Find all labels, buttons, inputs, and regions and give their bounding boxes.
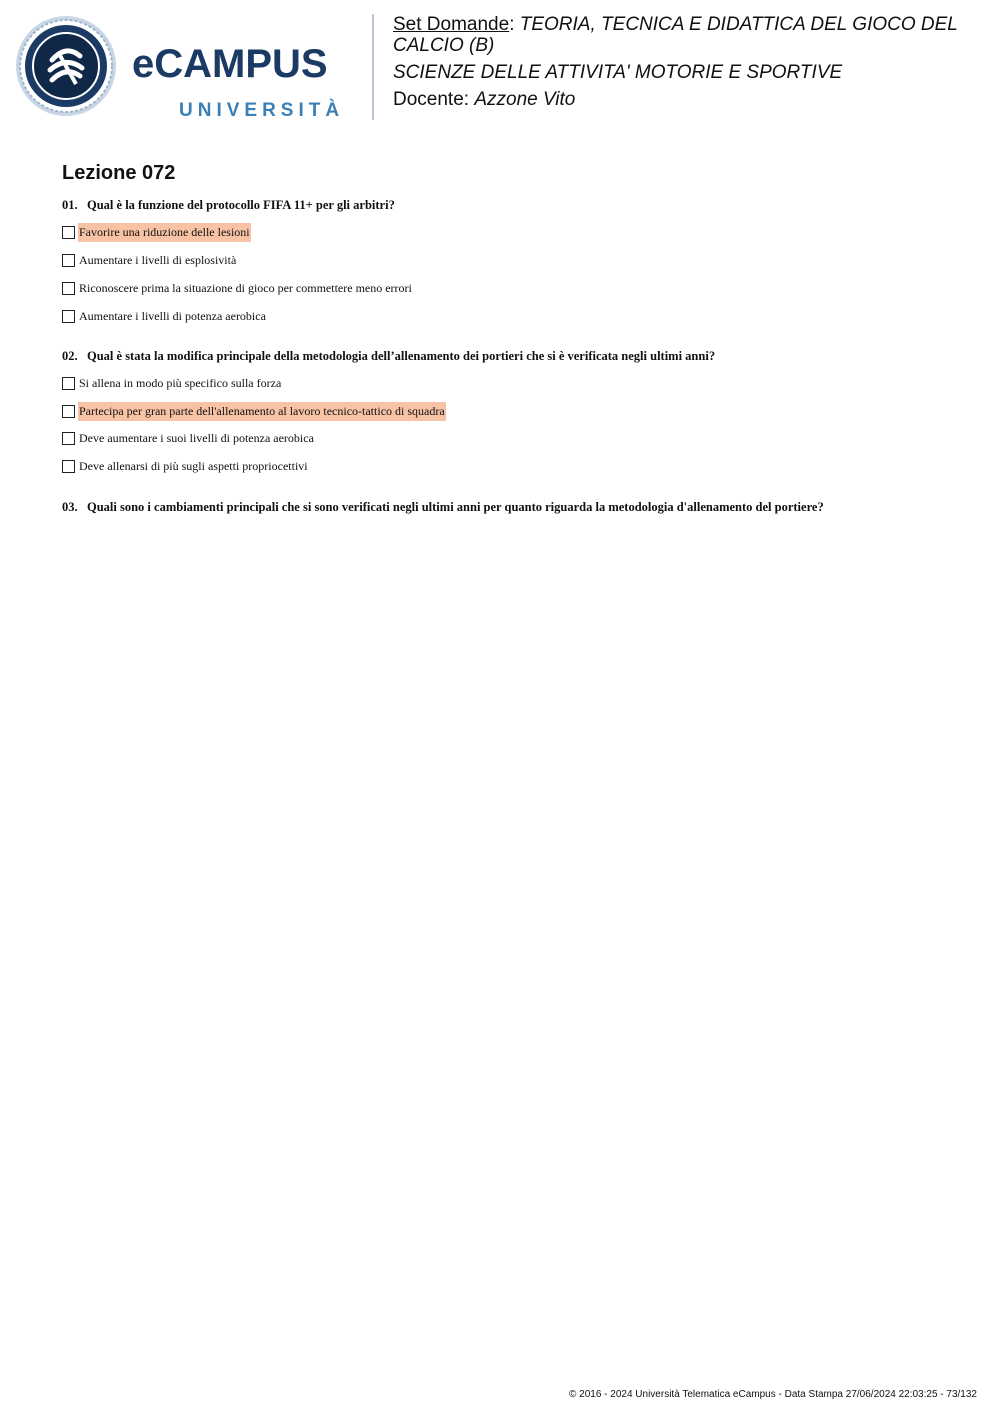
- question-number: 03.: [62, 500, 78, 514]
- question-number: 02.: [62, 349, 78, 363]
- answer-text: Favorire una riduzione delle lesioni: [78, 223, 251, 242]
- docente-line: [393, 89, 983, 110]
- question-03: [62, 500, 824, 515]
- answer-text: Deve allenarsi di più sugli aspetti propriocettivi: [79, 458, 308, 473]
- answer-checkbox[interactable]: [62, 310, 75, 323]
- answer-checkbox[interactable]: [62, 377, 75, 390]
- answer-checkbox[interactable]: [62, 460, 75, 473]
- answer-checkbox[interactable]: [62, 405, 75, 418]
- answer-checkbox[interactable]: [62, 254, 75, 267]
- answer-checkbox[interactable]: [62, 226, 75, 239]
- ecampus-logo: [14, 14, 364, 121]
- answer-checkbox[interactable]: [62, 432, 75, 445]
- logo-brand-text: eCAMPUS: [132, 42, 328, 86]
- set-domande-label: Set Domande: [393, 14, 510, 35]
- question-01: [62, 198, 395, 213]
- answer-text: Aumentare i livelli di esplosività: [79, 252, 237, 267]
- answer-option[interactable]: [62, 374, 282, 392]
- answer-option[interactable]: [62, 457, 309, 475]
- page-footer: © 2016 - 2024 Università Telematica eCampus - Data Stampa 27/06/2024 22:03:25 - 73/132: [569, 1389, 977, 1400]
- question-02: [62, 349, 715, 364]
- answer-text: Aumentare i livelli di potenza aerobica: [79, 308, 266, 323]
- answer-text: Riconoscere prima la situazione di gioco per commettere meno errori: [79, 280, 412, 295]
- answer-option[interactable]: [62, 251, 237, 269]
- question-text: Qual è la funzione del protocollo FIFA 11+ per gli arbitri?: [87, 198, 395, 212]
- set-domande-sep: :: [509, 14, 515, 35]
- answer-option[interactable]: [62, 279, 413, 297]
- docente-value: Azzone Vito: [474, 89, 576, 110]
- logo-subtitle: UNIVERSITÀ: [179, 100, 345, 121]
- answer-option[interactable]: [62, 429, 315, 447]
- question-number: 01.: [62, 198, 78, 212]
- answer-option[interactable]: [62, 402, 446, 420]
- header-divider: [372, 14, 374, 120]
- answer-option[interactable]: [62, 307, 267, 325]
- logo-wordmark: [132, 42, 328, 87]
- answer-option[interactable]: [62, 223, 251, 241]
- answer-text: Partecipa per gran parte dell'allenamento al lavoro tecnico-tattico di squadra: [78, 402, 446, 421]
- question-text: Quali sono i cambiamenti principali che si sono verificati negli ultimi anni per quanto riguarda la metodologia d'allenamento del portiere?: [87, 500, 824, 514]
- lesson-title: Lezione 072: [62, 162, 176, 184]
- course-name: SCIENZE DELLE ATTIVITA' MOTORIE E SPORTIVE: [393, 62, 843, 83]
- answer-text: Si allena in modo più specifico sulla forza: [79, 375, 282, 390]
- header-info: [393, 14, 983, 116]
- answer-text: Deve aumentare i suoi livelli di potenza aerobica: [79, 430, 314, 445]
- page-header: [0, 0, 1000, 130]
- university-seal-icon: [14, 14, 118, 118]
- question-text: Qual è stata la modifica principale della metodologia dell’allenamento dei portieri che si è verificata negli ultimi anni?: [87, 349, 716, 363]
- set-domande-line: [393, 14, 983, 56]
- docente-label: Docente:: [393, 89, 470, 110]
- answer-checkbox[interactable]: [62, 282, 75, 295]
- set-domande-value: TEORIA, TECNICA E DIDATTICA DEL GIOCO DEL CALCIO (B): [393, 14, 958, 56]
